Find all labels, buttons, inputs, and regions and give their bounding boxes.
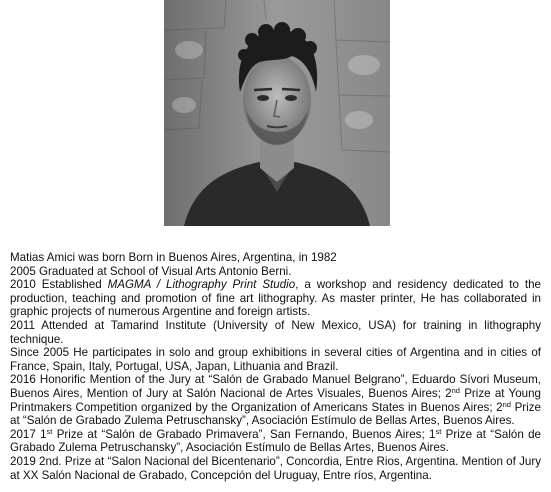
bio-line-2005: 2005 Graduated at School of Visual Arts Antonio Berni. — [10, 264, 292, 278]
biography-text — [10, 251, 541, 482]
portrait-image — [164, 0, 390, 226]
bio-line-2010 — [10, 278, 541, 319]
ordinal-suffix: st — [435, 426, 442, 436]
bio-line-birth: Matias Amici was born Born in Buenos Aires, Argentina, in 1982 — [10, 251, 337, 264]
bio-line-2019: 2019 2nd. Prize at “Salon Nacional del Bicentenario”, Concordia, Entre Rios, Argentina. Mention of Jury at XX Salón Nacional de Grabado, Concepción del Uruguay, Entre ríos, Argentina. — [10, 454, 541, 482]
bio-2016-part-1: 2016 Honorific Mention of the Jury at “Salón de Grabado Manuel Belgrano”, Eduardo Sívori Museum, Buenos Aires, Mention of Jury at Salón Nacional de Artes Visuales, Buenos Aires; 2 — [10, 373, 541, 400]
bio-2017-part-1: 2017 1 — [10, 427, 47, 441]
bio-line-2016 — [10, 373, 541, 427]
bio-2017-part-2: Prize at “Salón de Grabado Primavera”, San Fernando, Buenos Aires; 1 — [52, 427, 436, 441]
bio-2010-rest: , a workshop and residency dedicated to the production, teaching and promotion of fine art lithography. As master printer, He has collaborated in graphic projects of numerous Argentine and foreign artists. — [10, 278, 541, 319]
bio-2010-prefix: 2010 Established — [10, 278, 108, 292]
portrait-photo — [164, 0, 390, 226]
bio-line-2017 — [10, 428, 541, 455]
ordinal-suffix: nd — [502, 399, 511, 409]
bio-line-exhibitions: Since 2005 He participates in solo and group exhibitions in several cities of Argentina and in cities of France, Spain, Italy, Portugal, USA, Japan, Lithuania and Brazil. — [10, 346, 541, 373]
bio-line-2011: 2011 Attended at Tamarind Institute (University of New Mexico, USA) for training in lithography technique. — [10, 318, 541, 346]
ordinal-suffix: nd — [451, 385, 460, 395]
ordinal-suffix: st — [46, 426, 53, 436]
bio-2016-part-3: Prize at “Salón de Grabado Zulema Petruschansky”, Asociación Estímulo de Bellas Artes, Buenos Aires. — [10, 400, 541, 428]
bio-2017-part-3: Prize at “Salón de Grabado Zulema Petruschansky”, Asociación Estímulo de Bellas Artes, Buenos Aires. — [10, 427, 541, 455]
studio-name: MAGMA / Lithography Print Studio — [107, 278, 296, 292]
bio-2016-part-2: Prize at Young Printmakers Competition organized by the Organization of Americans States in Buenos Aires; 2 — [10, 386, 542, 414]
